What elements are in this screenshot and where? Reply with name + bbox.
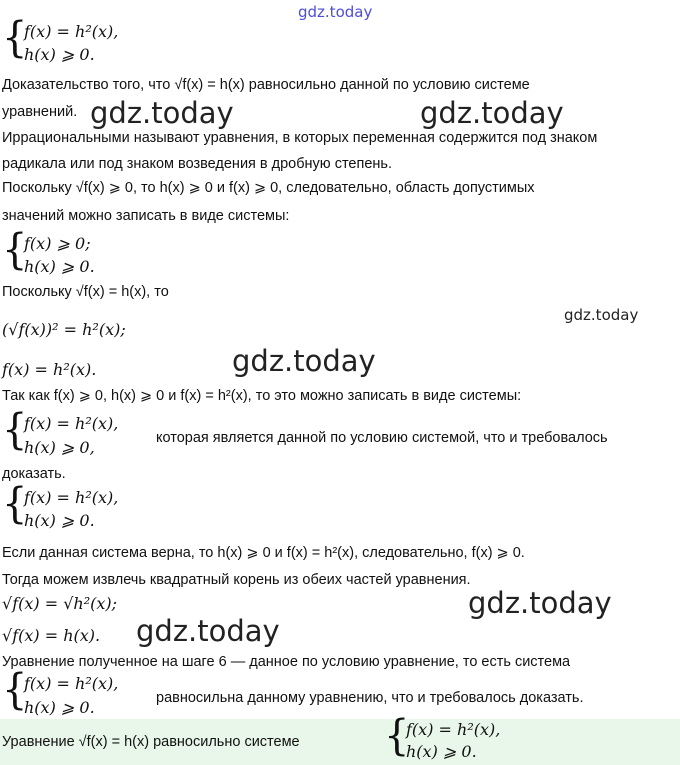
system-row: h(x) ⩾ 0. bbox=[406, 742, 477, 761]
system-row: f(x) = h²(x), bbox=[24, 414, 119, 433]
watermark-top: gdz.today bbox=[298, 3, 373, 21]
system-row: h(x) ⩾ 0, bbox=[24, 438, 95, 457]
system-row: f(x) = h²(x), bbox=[24, 22, 119, 41]
watermark: gdz.today bbox=[420, 96, 564, 130]
system-row: f(x) = h²(x), bbox=[406, 720, 501, 739]
equation: √f(x) = √h²(x); bbox=[2, 594, 118, 613]
system-row: h(x) ⩾ 0. bbox=[24, 698, 95, 717]
paragraph: равносильна данному уравнению, что и требовалось доказать. bbox=[156, 690, 584, 706]
paragraph: уравнений. bbox=[2, 104, 78, 120]
system-row: f(x) ⩾ 0; bbox=[24, 234, 91, 253]
paragraph: Поскольку √f(x) = h(x), то bbox=[2, 284, 169, 300]
paragraph: Поскольку √f(x) ⩾ 0, то h(x) ⩾ 0 и f(x) ⩾ 0, следовательно, область допустимых bbox=[2, 180, 535, 196]
paragraph: Уравнение полученное на шаге 6 — данное по условию уравнение, то есть система bbox=[2, 654, 571, 670]
system-row: f(x) = h²(x), bbox=[24, 488, 119, 507]
equation: f(x) = h²(x). bbox=[2, 360, 97, 379]
paragraph: которая является данной по условию системой, что и требовалось bbox=[156, 430, 608, 446]
equation: (√f(x))² = h²(x); bbox=[2, 320, 126, 339]
conclusion-text: Уравнение √f(x) = h(x) равносильно системе bbox=[2, 734, 300, 750]
paragraph: Иррациональными называют уравнения, в которых переменная содержится под знаком bbox=[2, 130, 598, 146]
paragraph: радикала или под знаком возведения в дробную степень. bbox=[2, 156, 393, 172]
paragraph: Тогда можем извлечь квадратный корень из обеих частей уравнения. bbox=[2, 572, 471, 588]
paragraph: Доказательство того, что √f(x) = h(x) равносильно данной по условию системе bbox=[2, 77, 530, 93]
paragraph: значений можно записать в виде системы: bbox=[2, 208, 290, 224]
system-row: h(x) ⩾ 0. bbox=[24, 257, 95, 276]
paragraph: доказать. bbox=[2, 466, 66, 482]
system-row: f(x) = h²(x), bbox=[24, 674, 119, 693]
watermark: gdz.today bbox=[564, 306, 639, 324]
system-row: h(x) ⩾ 0. bbox=[24, 511, 95, 530]
watermark: gdz.today bbox=[468, 586, 612, 620]
equation: √f(x) = h(x). bbox=[2, 626, 101, 645]
system-row: h(x) ⩾ 0. bbox=[24, 45, 95, 64]
watermark: gdz.today bbox=[136, 614, 280, 648]
paragraph: Если данная система верна, то h(x) ⩾ 0 и f(x) = h²(x), следовательно, f(x) ⩾ 0. bbox=[2, 545, 525, 561]
watermark: gdz.today bbox=[90, 96, 234, 130]
watermark: gdz.today bbox=[232, 344, 376, 378]
paragraph: Так как f(x) ⩾ 0, h(x) ⩾ 0 и f(x) = h²(x), то это можно записать в виде системы: bbox=[2, 388, 522, 404]
